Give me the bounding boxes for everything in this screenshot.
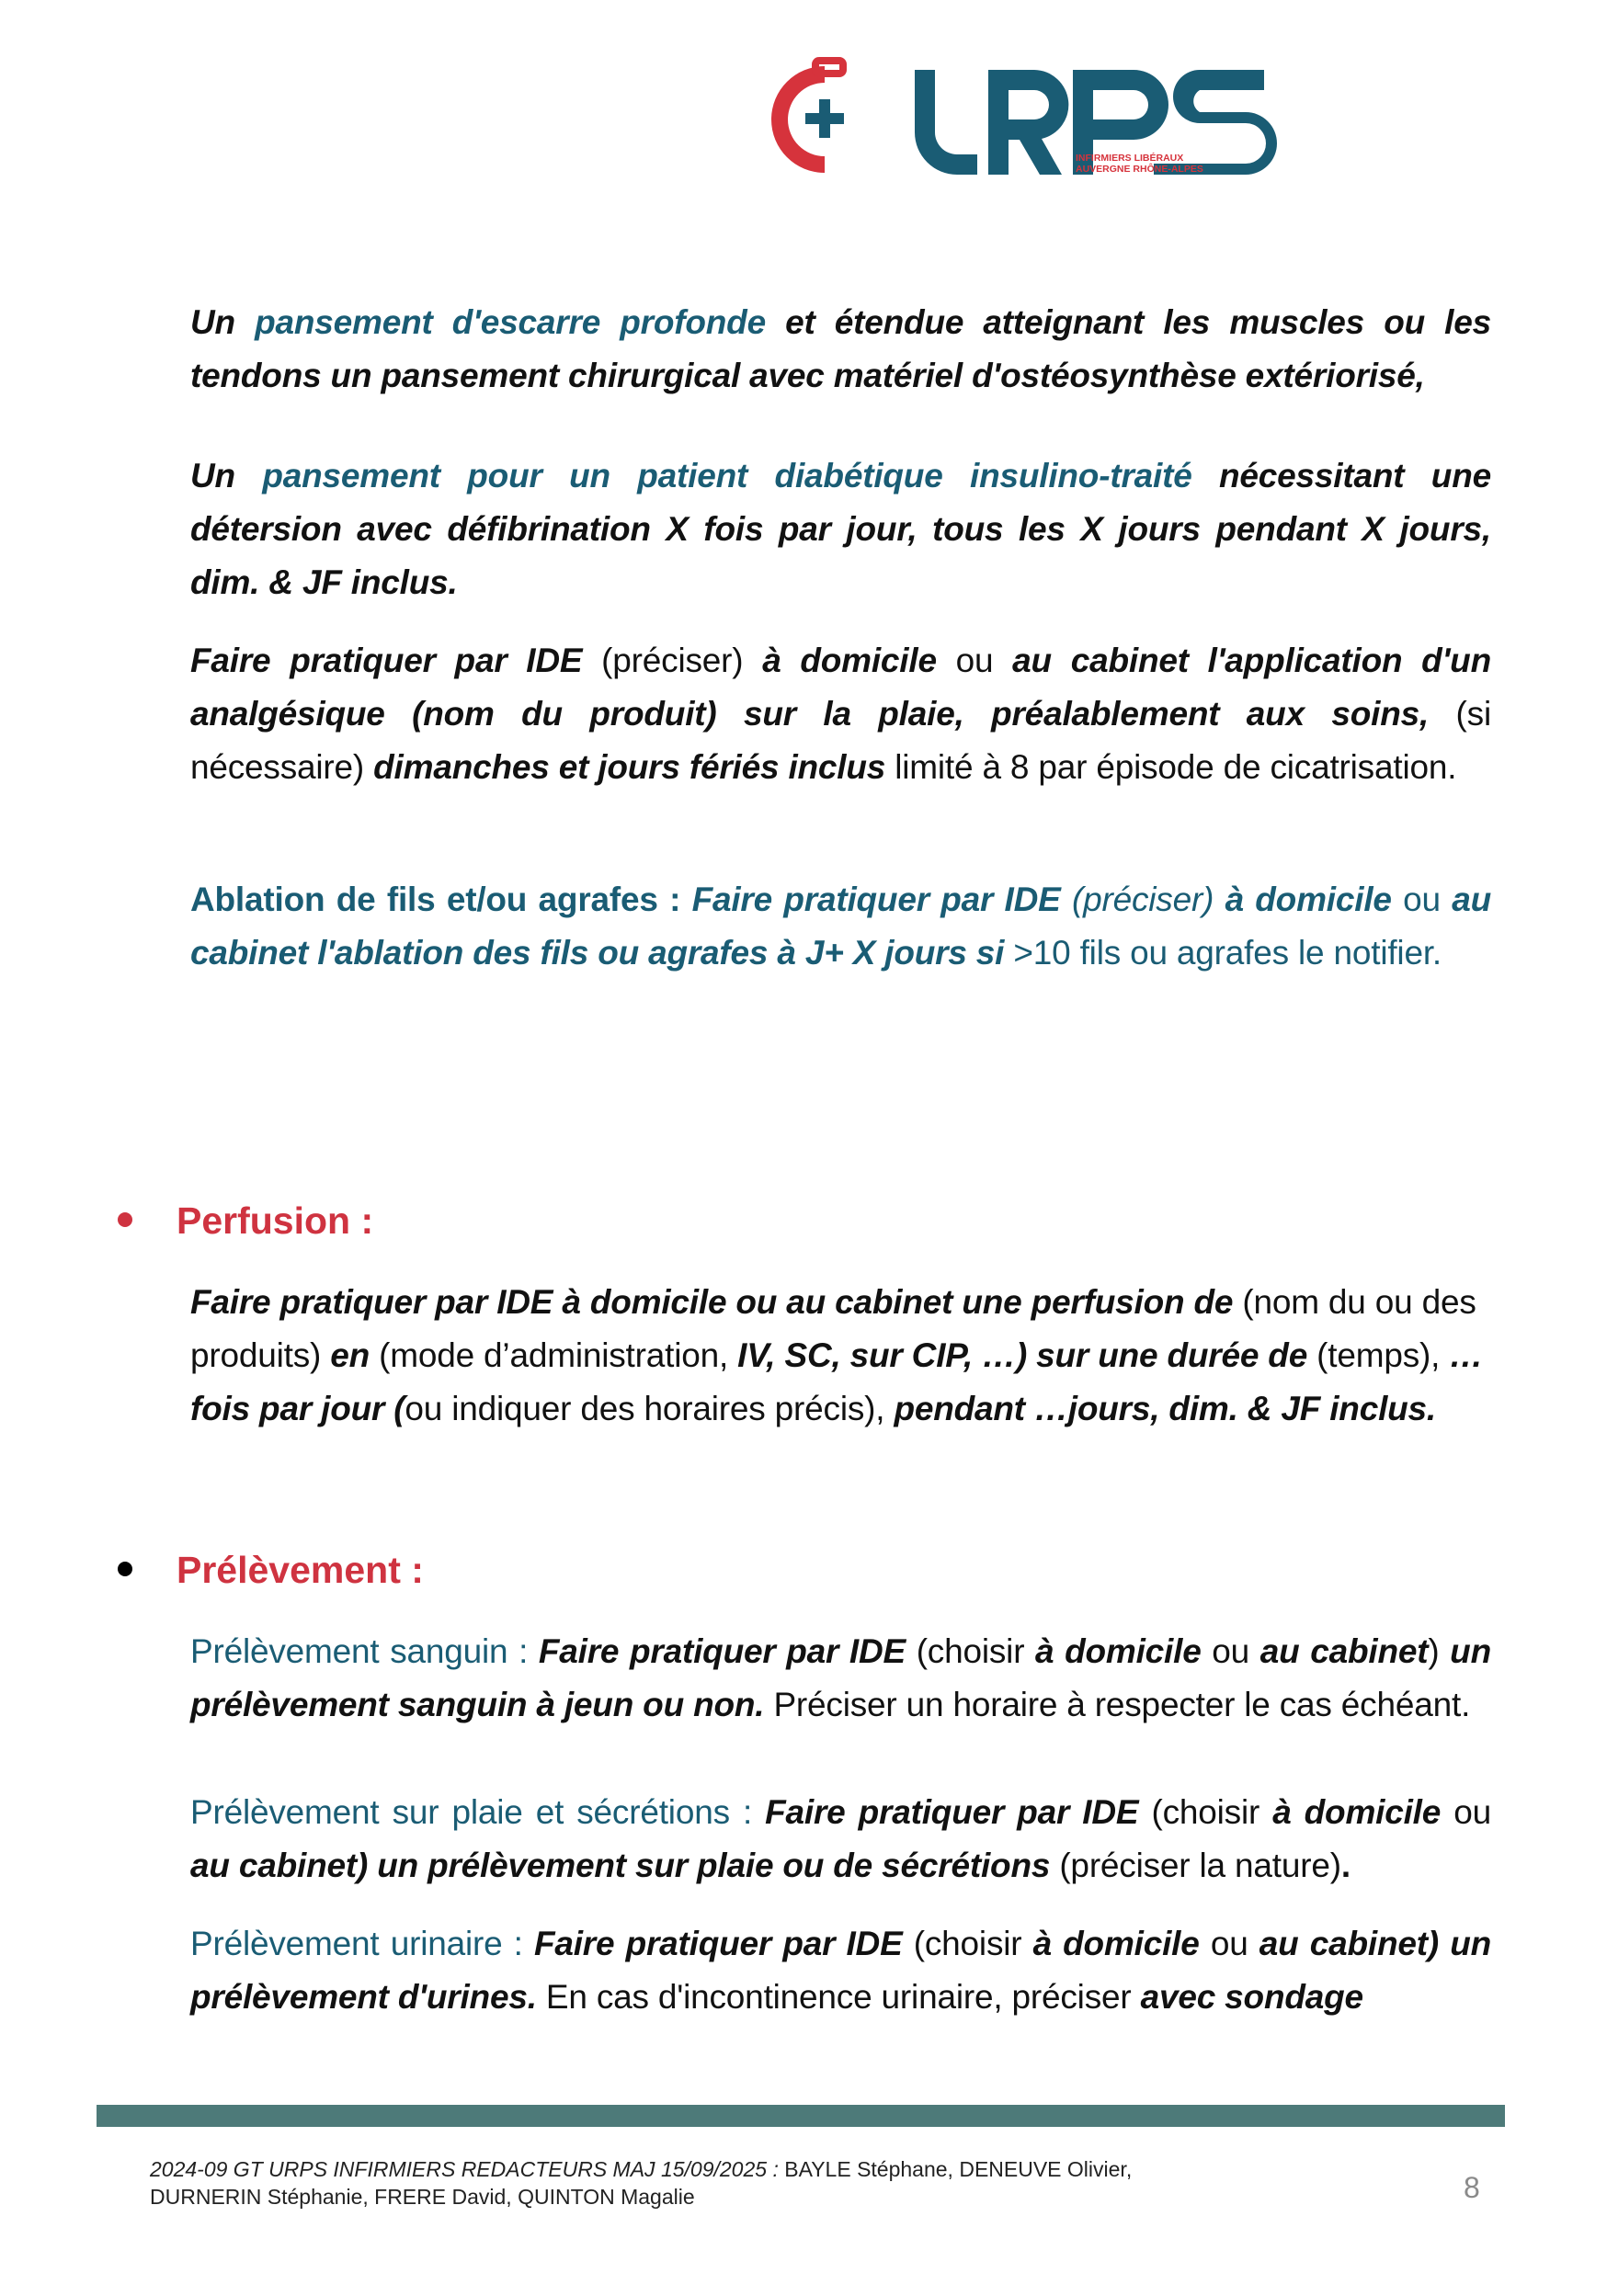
ablation-heading: Ablation de fils et/ou agrafes :: [190, 881, 692, 918]
text-span: (temps),: [1307, 1336, 1450, 1374]
footer-authors-line1: BAYLE Stéphane, DENEUVE Olivier,: [778, 2157, 1133, 2181]
text-span: ou: [1391, 881, 1453, 918]
text-span: Un: [190, 303, 256, 341]
bullet-icon: [118, 1212, 132, 1227]
text-span: Faire pratiquer par IDE: [691, 881, 1061, 918]
text-span: limité à 8 par épisode de cicatrisation.: [885, 748, 1457, 786]
highlight-pansement-diabetique: pansement pour un patient diabétique insulino-traité: [262, 457, 1192, 494]
urps-logo-graphic: [768, 55, 1319, 184]
footer-authors-line2: DURNERIN Stéphanie, FRERE David, QUINTON Magalie: [150, 2185, 695, 2209]
text-span: au cabinet: [1259, 1632, 1429, 1670]
text-span: au cabinet l'ablation des fils ou agrafes à J+ X jours si: [190, 881, 1491, 972]
bullet-icon: [118, 1562, 132, 1576]
text-span: ou: [1201, 1632, 1260, 1670]
text-span: au cabinet) un prélèvement d'urines.: [190, 1925, 1491, 2016]
text-span: nécessitant une détersion avec défibrination X fois par jour, tous les X jours pendant X jours, dim. & JF inclus.: [190, 457, 1491, 601]
section-title: Prélèvement :: [177, 1549, 424, 1591]
subheading-plaie: Prélèvement sur plaie et sécrétions :: [190, 1793, 766, 1831]
subheading-urinaire: Prélèvement urinaire :: [190, 1925, 534, 1962]
text-span: (choisir: [906, 1632, 1036, 1670]
footer-divider-bar: [97, 2105, 1505, 2127]
logo-subtitle-line2: AUVERGNE RHÔNE-ALPES: [1076, 164, 1203, 175]
footer-credits: [150, 2155, 1253, 2211]
section-title: Perfusion :: [177, 1199, 374, 1242]
paragraph-prelevement-plaie: [190, 1786, 1491, 1892]
paragraph-escarre: [190, 296, 1491, 403]
paragraph-prelevement-urinaire: [190, 1917, 1491, 2024]
paragraph-diabetique: [190, 449, 1491, 609]
text-span: et étendue atteignant les muscles ou les tendons un pansement chirurgical avec matériel d'ostéosynthèse extériorisé,: [190, 303, 1491, 394]
logo-subtitle-line1: INFIRMIERS LIBÉRAUX: [1076, 153, 1184, 164]
paragraph-perfusion: [190, 1276, 1491, 1436]
subheading-sanguin: Prélèvement sanguin :: [190, 1632, 539, 1670]
highlight-pansement-escarre: pansement d'escarre profonde: [255, 303, 766, 341]
text-span: à domicile: [1032, 1925, 1200, 1962]
section-heading-perfusion: [118, 1199, 373, 1243]
text-span: (choisir: [902, 1925, 1033, 1962]
text-span: (préciser): [1060, 881, 1225, 918]
text-span: ou indiquer des horaires précis),: [405, 1390, 895, 1427]
text-span: en: [330, 1336, 370, 1374]
medical-case-icon: [771, 61, 844, 173]
text-span: à domicile: [1272, 1793, 1442, 1831]
text-span: (choisir: [1138, 1793, 1273, 1831]
footer-document-ref: 2024-09 GT URPS INFIRMIERS REDACTEURS MAJ 15/09/2025 :: [150, 2157, 779, 2181]
text-span: à domicile: [1035, 1632, 1202, 1670]
text-span: un prélèvement sanguin à jeun ou non.: [190, 1632, 1491, 1723]
text-span: (nom du ou des produits): [190, 1283, 1476, 1374]
text-span: IV, SC, sur CIP, …) sur une durée de: [737, 1336, 1308, 1374]
text-span: ): [1428, 1632, 1451, 1670]
urps-logo: [768, 55, 1319, 184]
text-span: au cabinet) un prélèvement sur plaie ou de sécrétions: [190, 1847, 1051, 1884]
text-span: …fois par jour (: [190, 1336, 1484, 1427]
text-span: En cas d'incontinence urinaire, préciser: [536, 1978, 1141, 2016]
paragraph-prelevement-sanguin: [190, 1625, 1491, 1732]
paragraph-analgesique: [190, 634, 1491, 794]
text-span: Faire pratiquer par IDE à domicile ou au cabinet une perfusion de: [190, 1283, 1234, 1321]
text-span: .: [1340, 1847, 1351, 1884]
text-span: Faire pratiquer par IDE: [533, 1925, 903, 1962]
section-heading-prelevement: [118, 1549, 424, 1592]
text-span: avec sondage: [1140, 1978, 1363, 2016]
text-span: à domicile: [1225, 881, 1392, 918]
text-span: ou: [1441, 1793, 1491, 1831]
text-span: ou: [1199, 1925, 1259, 1962]
text-span: pendant …jours, dim. & JF inclus.: [894, 1390, 1437, 1427]
text-span: au cabinet l'application d'un analgésique (nom du produit) sur la plaie, préalablement aux soins,: [190, 642, 1491, 733]
text-span: (si nécessaire): [190, 695, 1491, 786]
text-span: Faire pratiquer par IDE: [765, 1793, 1139, 1831]
text-span: ou: [936, 642, 1013, 679]
text-span: (préciser): [582, 642, 763, 679]
text-span: Faire pratiquer par IDE: [190, 642, 583, 679]
text-span: Un: [190, 457, 263, 494]
text-span: Faire pratiquer par IDE: [538, 1632, 906, 1670]
paragraph-ablation-fils: [190, 873, 1491, 980]
text-span: (préciser la nature): [1050, 1847, 1341, 1884]
text-span: dimanches et jours fériés inclus: [373, 748, 886, 786]
text-span: (mode d’administration,: [370, 1336, 738, 1374]
text-span: à domicile: [762, 642, 937, 679]
text-span: >10 fils ou agrafes le notifier.: [1004, 934, 1442, 972]
text-span: Préciser un horaire à respecter le cas échéant.: [764, 1686, 1471, 1723]
page-number: 8: [1464, 2171, 1480, 2204]
